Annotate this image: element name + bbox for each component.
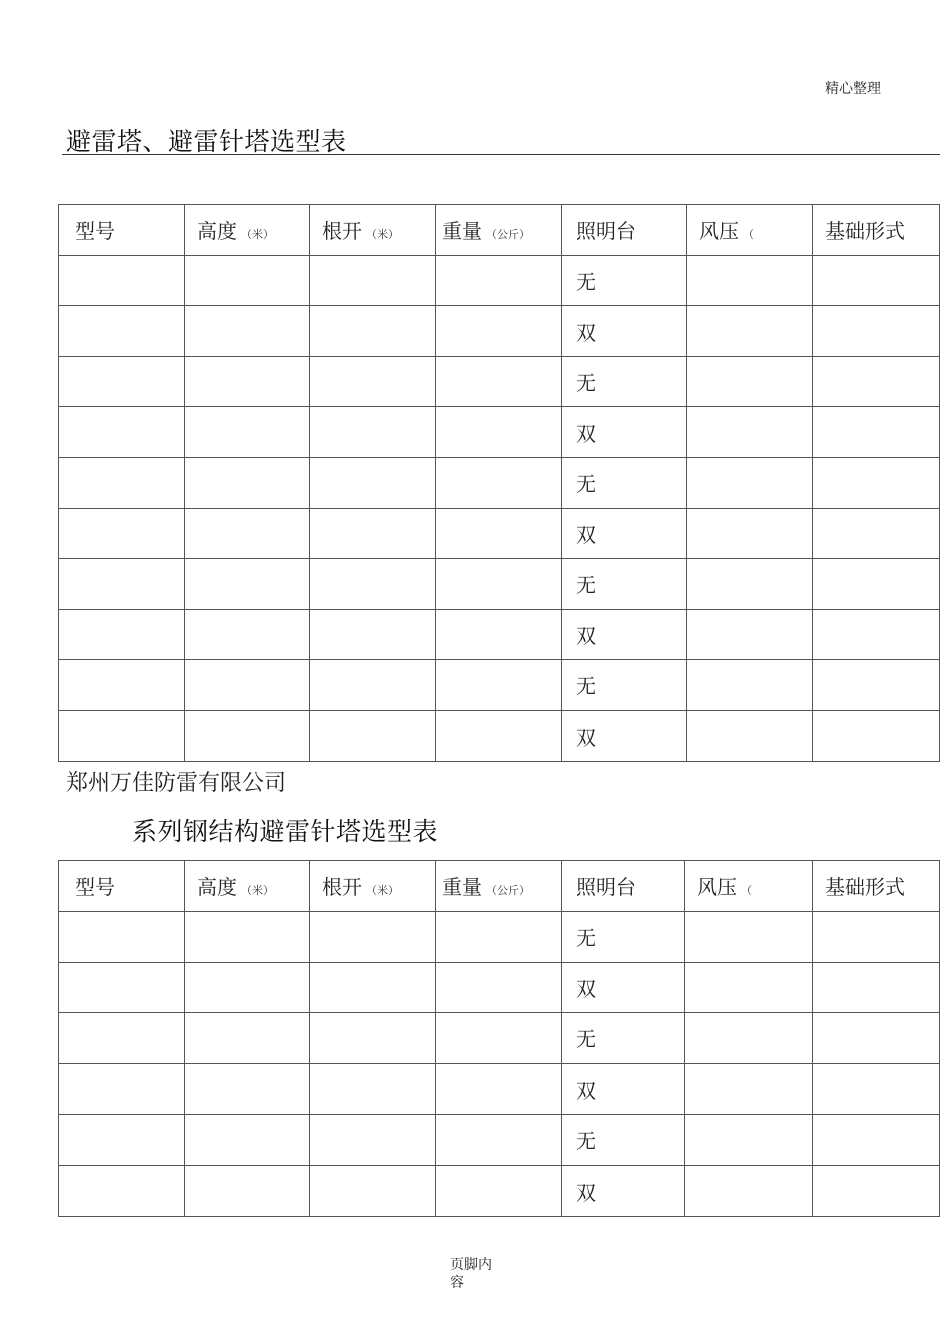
- empty-cell: [813, 457, 940, 508]
- empty-cell: [813, 911, 940, 962]
- col-lighting-platform: 照明台: [562, 205, 687, 256]
- empty-cell: [59, 457, 185, 508]
- lighting-cell: 无: [562, 660, 687, 711]
- table-row: [59, 1013, 940, 1064]
- lighting-cell: 双: [562, 609, 687, 660]
- empty-cell: [310, 1114, 436, 1165]
- header-note: 精心整理: [825, 81, 881, 97]
- empty-cell: [185, 457, 310, 508]
- empty-cell: [185, 306, 310, 357]
- empty-cell: [59, 356, 185, 407]
- empty-cell: [310, 559, 436, 610]
- empty-cell: [813, 1013, 940, 1064]
- empty-cell: [185, 1114, 310, 1165]
- empty-cell: [813, 660, 940, 711]
- empty-cell: [436, 457, 562, 508]
- empty-cell: [813, 255, 940, 306]
- empty-cell: [436, 962, 562, 1013]
- lighting-cell: 双: [562, 710, 687, 761]
- lighting-cell: 双: [562, 1165, 685, 1216]
- empty-cell: [436, 1013, 562, 1064]
- table-row: [59, 255, 940, 306]
- table-row: [59, 962, 940, 1013]
- empty-cell: [59, 1064, 185, 1115]
- empty-cell: [687, 457, 813, 508]
- empty-cell: [185, 407, 310, 458]
- empty-cell: [59, 660, 185, 711]
- empty-cell: [436, 559, 562, 610]
- table-header-row: [59, 205, 940, 256]
- empty-cell: [436, 911, 562, 962]
- document-title: 避雷塔、避雷针塔选型表: [66, 127, 347, 156]
- empty-cell: [310, 609, 436, 660]
- empty-cell: [687, 710, 813, 761]
- lighting-cell: 无: [562, 356, 687, 407]
- empty-cell: [687, 609, 813, 660]
- empty-cell: [436, 255, 562, 306]
- empty-cell: [185, 255, 310, 306]
- empty-cell: [813, 508, 940, 559]
- empty-cell: [185, 710, 310, 761]
- lighting-cell: 无: [562, 255, 687, 306]
- table-row: [59, 356, 940, 407]
- empty-cell: [185, 911, 310, 962]
- table-row: [59, 660, 940, 711]
- empty-cell: [813, 609, 940, 660]
- table-row: [59, 911, 940, 962]
- empty-cell: [436, 1114, 562, 1165]
- table-row: [59, 559, 940, 610]
- table-header-row: [59, 861, 940, 912]
- col-model: 型号: [59, 861, 185, 912]
- empty-cell: [310, 306, 436, 357]
- lighting-cell: 无: [562, 1114, 685, 1165]
- table-row: [59, 1114, 940, 1165]
- selection-table-1: [58, 204, 940, 762]
- empty-cell: [59, 609, 185, 660]
- col-weight: 重量 （公斤）: [436, 205, 562, 256]
- lighting-cell: 双: [562, 1064, 685, 1115]
- empty-cell: [310, 457, 436, 508]
- empty-cell: [310, 508, 436, 559]
- empty-cell: [310, 407, 436, 458]
- empty-cell: [813, 559, 940, 610]
- lighting-cell: 无: [562, 1013, 685, 1064]
- lighting-cell: 双: [562, 306, 687, 357]
- empty-cell: [436, 609, 562, 660]
- col-foundation-type: 基础形式: [813, 205, 940, 256]
- empty-cell: [687, 306, 813, 357]
- empty-cell: [59, 962, 185, 1013]
- table-row: [59, 306, 940, 357]
- empty-cell: [687, 559, 813, 610]
- empty-cell: [813, 1114, 940, 1165]
- empty-cell: [813, 1165, 940, 1216]
- empty-cell: [59, 710, 185, 761]
- table-row: [59, 710, 940, 761]
- empty-cell: [310, 1013, 436, 1064]
- table-row: [59, 407, 940, 458]
- empty-cell: [436, 306, 562, 357]
- empty-cell: [813, 962, 940, 1013]
- empty-cell: [436, 356, 562, 407]
- empty-cell: [436, 508, 562, 559]
- lighting-cell: 双: [562, 508, 687, 559]
- empty-cell: [687, 255, 813, 306]
- table-row: [59, 1165, 940, 1216]
- col-lighting-platform: 照明台: [562, 861, 685, 912]
- empty-cell: [185, 1165, 310, 1216]
- empty-cell: [185, 660, 310, 711]
- empty-cell: [59, 306, 185, 357]
- empty-cell: [59, 1165, 185, 1216]
- empty-cell: [185, 962, 310, 1013]
- empty-cell: [59, 407, 185, 458]
- empty-cell: [59, 1114, 185, 1165]
- company-name: 郑州万佳防雷有限公司: [66, 771, 287, 796]
- empty-cell: [685, 1013, 813, 1064]
- section-title: 系列钢结构避雷针塔选型表: [132, 817, 439, 846]
- empty-cell: [436, 1064, 562, 1115]
- empty-cell: [310, 356, 436, 407]
- lighting-cell: 双: [562, 407, 687, 458]
- col-root-spacing: 根开 （米）: [310, 861, 436, 912]
- empty-cell: [813, 356, 940, 407]
- col-foundation-type: 基础形式: [813, 861, 940, 912]
- lighting-cell: 无: [562, 911, 685, 962]
- empty-cell: [185, 356, 310, 407]
- title-underline: [62, 154, 940, 155]
- empty-cell: [59, 1013, 185, 1064]
- empty-cell: [310, 255, 436, 306]
- empty-cell: [59, 255, 185, 306]
- empty-cell: [185, 609, 310, 660]
- empty-cell: [310, 660, 436, 711]
- empty-cell: [685, 1064, 813, 1115]
- empty-cell: [59, 559, 185, 610]
- table-row: [59, 508, 940, 559]
- lighting-cell: 无: [562, 559, 687, 610]
- empty-cell: [813, 306, 940, 357]
- empty-cell: [310, 911, 436, 962]
- table-row: [59, 457, 940, 508]
- empty-cell: [685, 911, 813, 962]
- col-root-spacing: 根开 （米）: [310, 205, 436, 256]
- empty-cell: [813, 1064, 940, 1115]
- empty-cell: [813, 710, 940, 761]
- empty-cell: [436, 710, 562, 761]
- empty-cell: [685, 962, 813, 1013]
- empty-cell: [59, 911, 185, 962]
- col-height: 高度 （米）: [185, 861, 310, 912]
- empty-cell: [310, 1064, 436, 1115]
- empty-cell: [687, 407, 813, 458]
- col-wind-pressure: 风压 （: [685, 861, 813, 912]
- empty-cell: [687, 660, 813, 711]
- col-model: 型号: [59, 205, 185, 256]
- lighting-cell: 双: [562, 962, 685, 1013]
- empty-cell: [687, 356, 813, 407]
- empty-cell: [185, 559, 310, 610]
- empty-cell: [310, 962, 436, 1013]
- empty-cell: [813, 407, 940, 458]
- empty-cell: [436, 1165, 562, 1216]
- empty-cell: [687, 508, 813, 559]
- empty-cell: [685, 1165, 813, 1216]
- empty-cell: [185, 1013, 310, 1064]
- lighting-cell: 无: [562, 457, 687, 508]
- empty-cell: [185, 508, 310, 559]
- empty-cell: [310, 710, 436, 761]
- empty-cell: [436, 660, 562, 711]
- col-weight: 重量 （公斤）: [436, 861, 562, 912]
- empty-cell: [436, 407, 562, 458]
- page-footer: 页脚内容: [450, 1257, 492, 1291]
- empty-cell: [59, 508, 185, 559]
- table-row: [59, 609, 940, 660]
- col-height: 高度 （米）: [185, 205, 310, 256]
- empty-cell: [185, 1064, 310, 1115]
- empty-cell: [685, 1114, 813, 1165]
- selection-table-2: [58, 860, 940, 1217]
- table-row: [59, 1064, 940, 1115]
- col-wind-pressure: 风压 （: [687, 205, 813, 256]
- empty-cell: [310, 1165, 436, 1216]
